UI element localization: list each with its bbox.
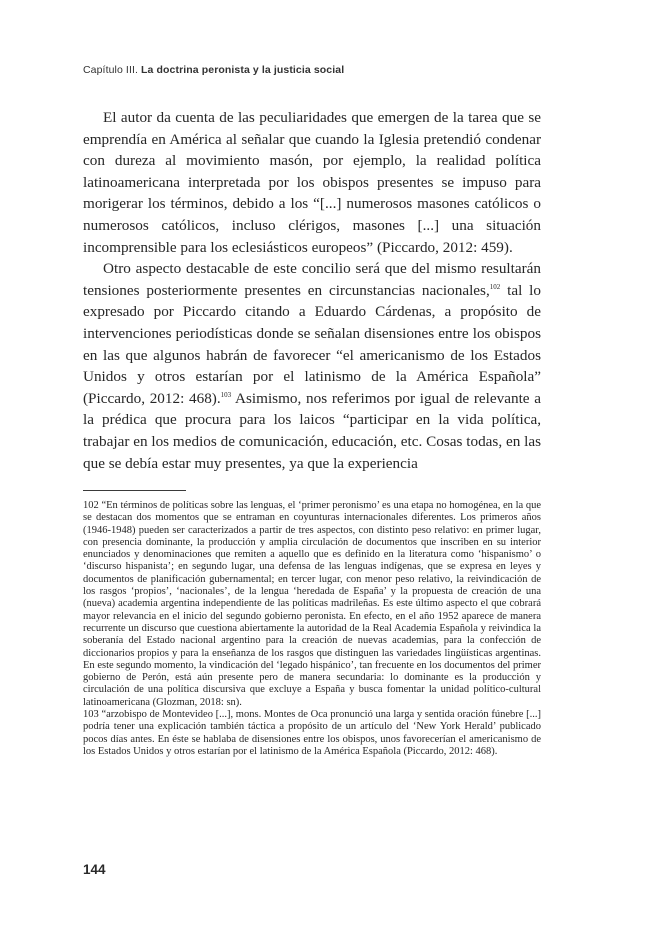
paragraph-2-part-1: Otro aspecto destacable de este concilio será que del mismo resultarán tensiones posteriormente presentes en circunstancias nacionales, [83, 260, 541, 299]
paragraph-2-part-2: tal lo expresado por Piccardo citando a Eduardo Cárdenas, a propósito de intervenciones periodísticas donde se señalan disensiones entre los obispos en las que algunos habrán de favorecer “el americanismo de los Estados Unidos y otros estarían por el latinismo de la América Española” (Piccardo, 2012: 468). [83, 281, 541, 407]
footnote-separator [83, 490, 186, 491]
footnote-text: “arzobispo de Montevideo [...], mons. Montes de Oca pronunció una larga y sentida oración fúnebre [...] podría tener una explicación también táctica a propósito de un artículo del ‘New York Herald’ publicado pocos días antes. En éste se hablaba de disensiones entre los obispos, unos favorecerían el americanismo de los Estados Unidos y otros estarían por el latinismo de la América Española (Piccardo, 2012: 468). [83, 709, 541, 757]
footnote-102 [83, 500, 541, 709]
paragraph-2-part-3: Asimismo, nos referimos por igual de relevante a la prédica que procura para los laicos “participar en la vida política, trabajar en los medios de comunicación, educación, etc. Cosas todas, en las que se debía estar muy presentes, ya que la experiencia [83, 389, 541, 472]
chapter-label: Capítulo III. [83, 64, 138, 76]
footnote-ref-102: 102 [489, 282, 501, 291]
footnote-number: 103 [83, 709, 99, 721]
page-number: 144 [83, 862, 106, 877]
chapter-title: La doctrina peronista y la justicia social [141, 64, 345, 76]
paragraph-2 [83, 258, 541, 474]
footnote-number: 102 [83, 500, 99, 511]
running-header [83, 64, 563, 76]
footnotes [83, 500, 541, 758]
main-text [83, 107, 541, 474]
footnote-103 [83, 709, 541, 758]
footnote-text: “En términos de políticas sobre las lenguas, el ‘primer peronismo’ es una etapa no homogénea, en la que se destacan dos momentos que se entraman en coyunturas internacionales diferentes. Los primeros años (1946-1948) pueden ser caracterizados a partir de tres aspectos, con distinto peso relativo: en primer lugar, con presencia dominante, la producción y amplia circulación de documentos que inscriben en su interior enunciados y denominaciones que remiten a aquello que es definido en la literatura como ‘hispanismo’ o ‘discurso hispanista’; en segundo lugar, una defensa de las lenguas indígenas, que se expresa en leyes y documentos de planificación gubernamental; en tercer lugar, con menor peso relativo, la reivindicación de los rasgos ‘propios’, ‘nacionales’, de la lengua ‘heredada de España’ y la propuesta de creación de una (nueva) academia argentina independiente de las políticas madrileñas. Es este último aspecto el que cobrará mayor relevancia en el inicio del segundo gobierno peronista. En efecto, en el año 1952 aparece de manera recurrente un discurso que cuestiona abiertamente la autoridad de la Real Academia Española y reivindica la soberanía del Estado nacional argentino para la creación de nuevas academias, para la confección de diccionarios propios y para la enseñanza de los rasgos que distinguen las variedades lingüísticas argentinas. En este segundo momento, la vindicación del ‘legado hispánico’, tan frecuente en los documentos del primer gobierno de Perón, está aún presente pero de manera secundaria: lo dominante es la producción y circulación de una política discursiva que excluye a España y busca fomentar la unidad político-cultural latinoamericana (Glozman, 2018: sn). [83, 500, 542, 708]
footnote-ref-103: 103 [220, 390, 232, 399]
paragraph-1: El autor da cuenta de las peculiaridades que emergen de la tarea que se emprendía en América al señalar que cuando la Iglesia pretendió condenar con dureza al movimiento masón, por ejemplo, la realidad política latinoamericana interpretada por los obispos presentes se impuso para morigerar los términos, debido a los “[...] numerosos masones católicos o numerosos católicos, incluso clérigos, masones [...] una situación incomprensible para los eclesiásticos europeos” (Piccardo, 2012: 459). [83, 109, 541, 256]
